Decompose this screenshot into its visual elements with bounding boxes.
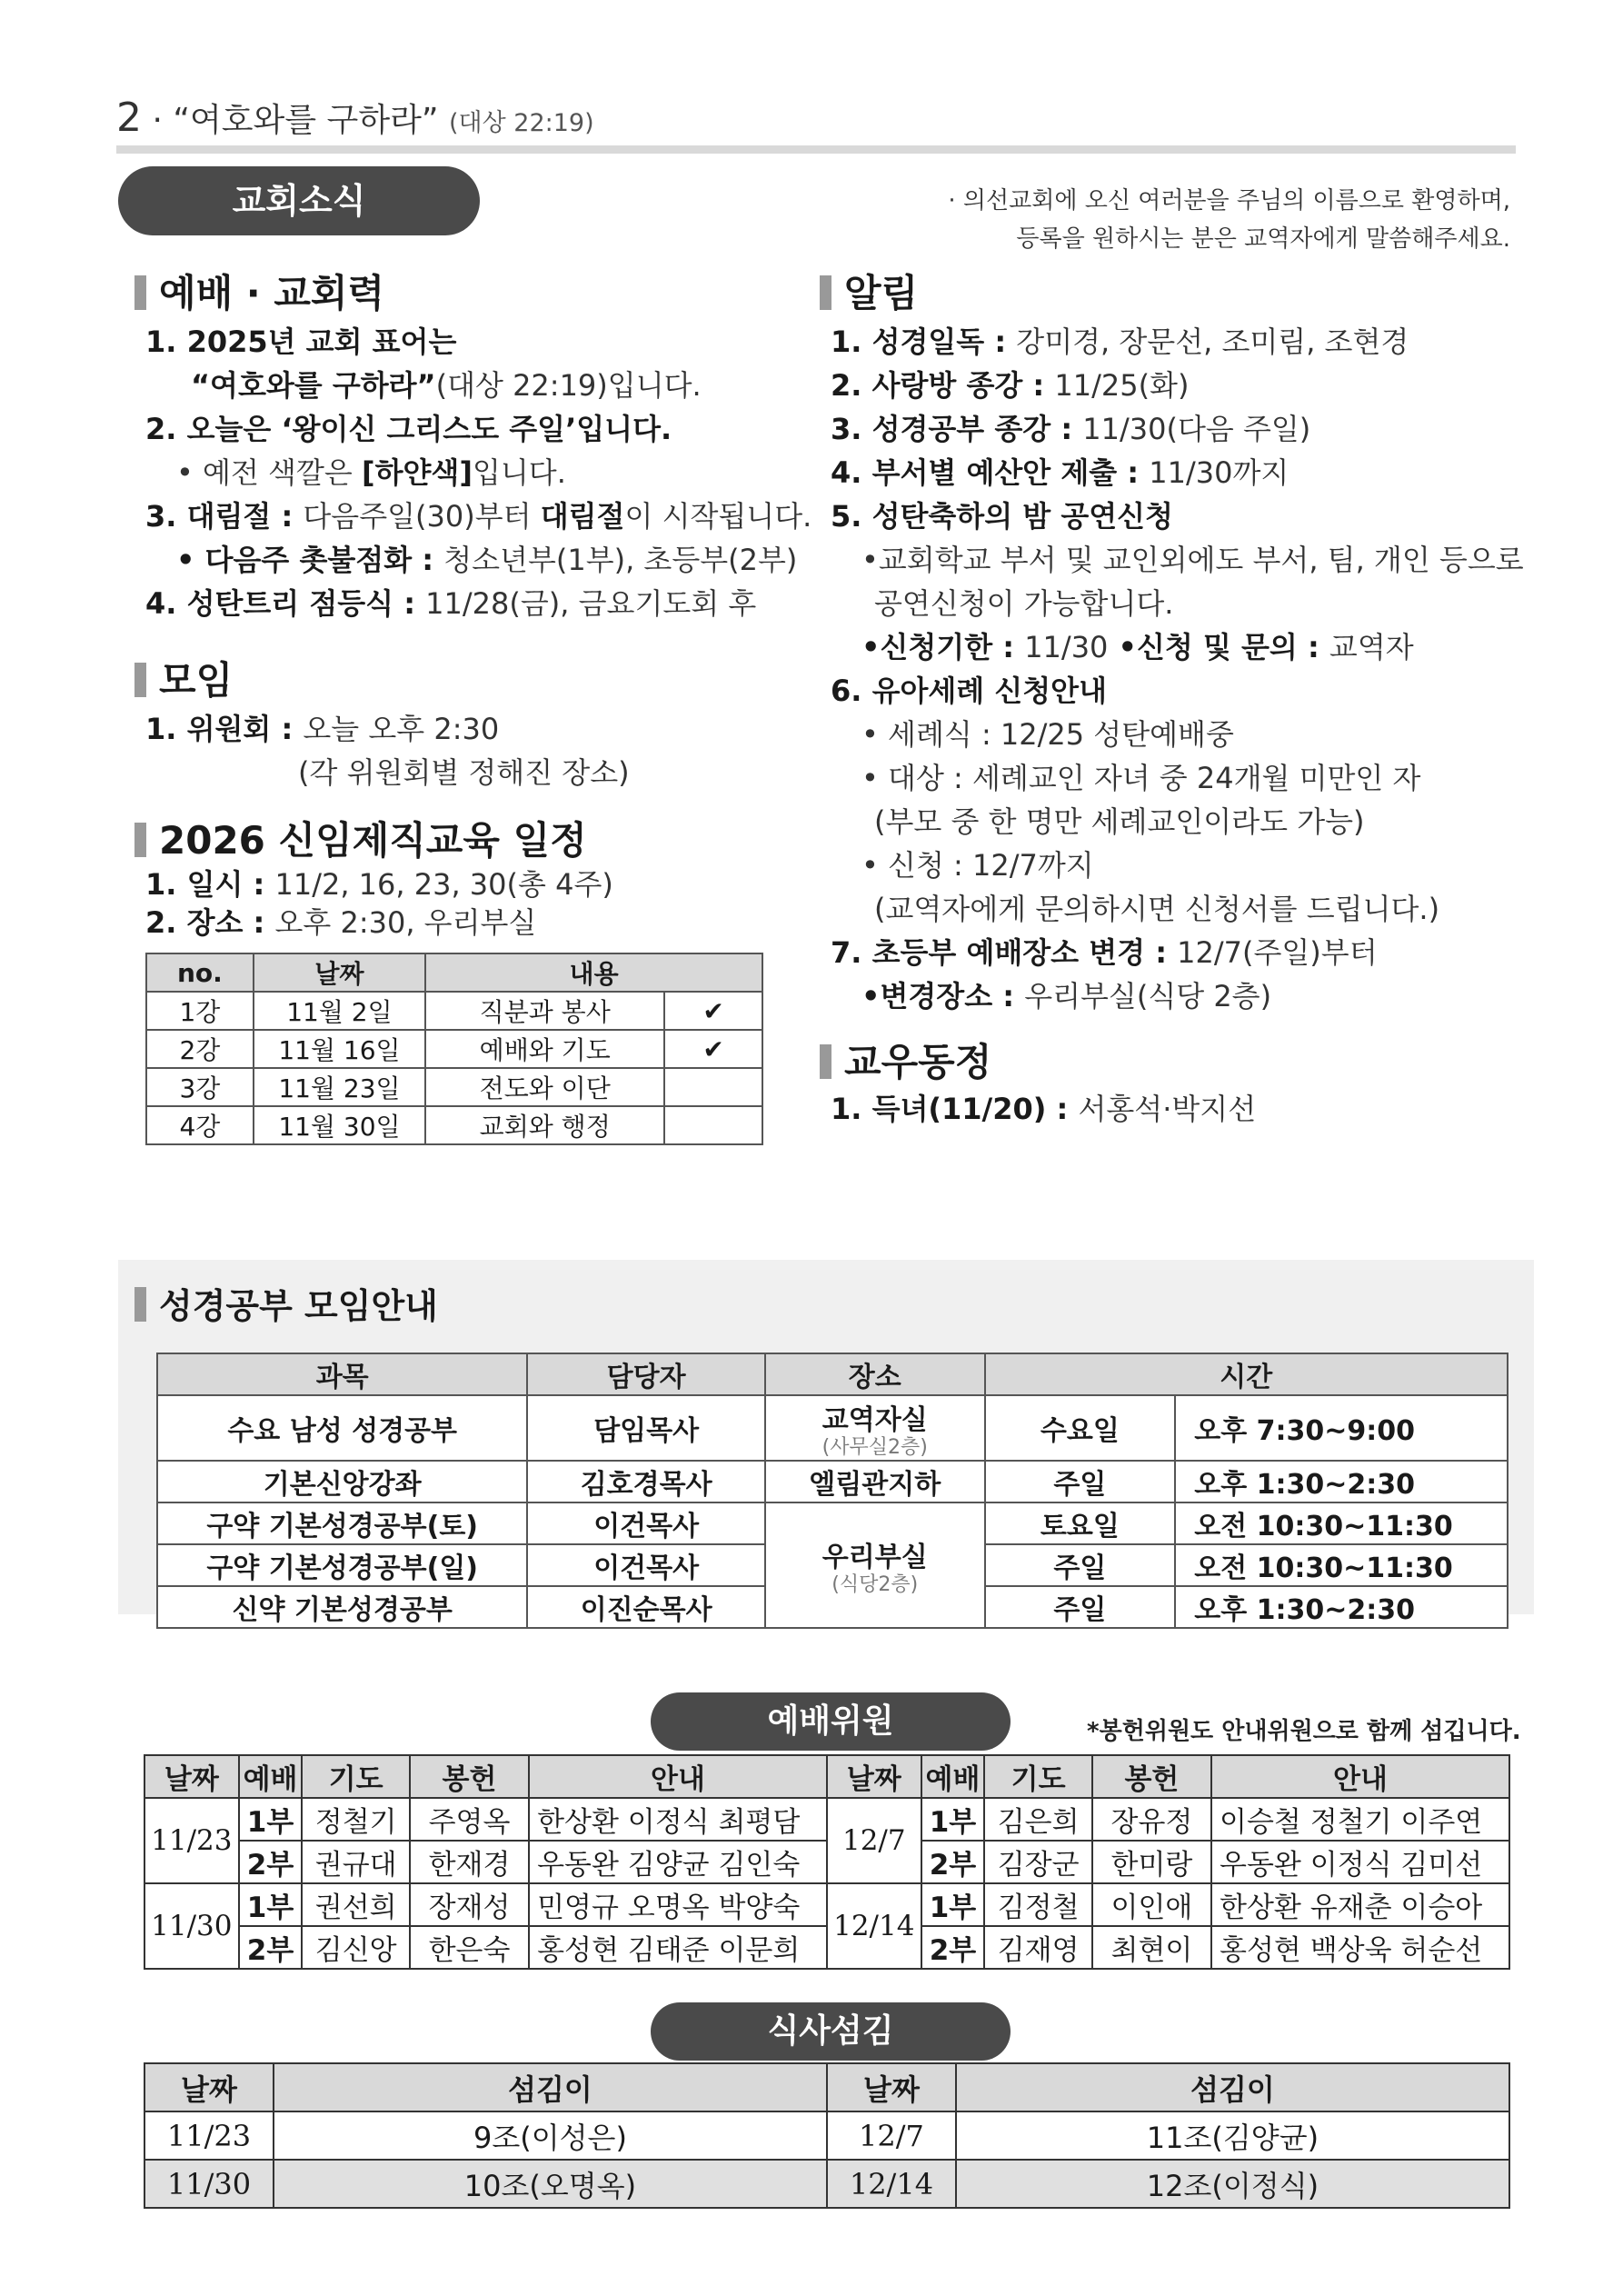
section-bar-icon — [820, 275, 831, 310]
cell-guide: 한상환 이정식 최평담 — [529, 1798, 827, 1841]
cell-date: 11/30 — [144, 2160, 274, 2208]
cell-server: 11조(김양균) — [956, 2111, 1509, 2160]
list-item: 2. 장소 : 오후 2:30, 우리부실 — [145, 905, 537, 940]
cell-subject: 기본신앙강좌 — [157, 1461, 527, 1502]
section-title: 알림 — [844, 271, 919, 315]
table-row — [146, 992, 762, 1030]
list-item: • 대상 : 세례교인 자녀 중 24개월 미만인 자 — [861, 761, 1421, 795]
cell-offering: 한은숙 — [410, 1926, 529, 1969]
section-meeting — [134, 651, 233, 705]
section-title: 모임 — [159, 658, 234, 703]
cell-prayer: 권규대 — [302, 1841, 409, 1883]
col-header-prayer: 기도 — [984, 1755, 1091, 1798]
cell-content: 전도와 이단 — [425, 1068, 664, 1106]
cell-service: 2부 — [239, 1926, 303, 1969]
col-header-date: 날짜 — [144, 1755, 239, 1798]
cell-content: 직분과 봉사 — [425, 992, 664, 1030]
cell-service: 2부 — [239, 1841, 303, 1883]
cell-day: 수요일 — [985, 1395, 1176, 1461]
table-header-row — [157, 1353, 1508, 1395]
header-divider — [116, 145, 1516, 154]
cell-day: 토요일 — [985, 1502, 1176, 1544]
cell-no: 2강 — [146, 1030, 254, 1068]
cell-place: 교역자실 (사무실2층) — [765, 1395, 985, 1461]
cell-prayer: 김장군 — [984, 1841, 1091, 1883]
list-item: 5. 성탄축하의 밤 공연신청 — [831, 499, 1173, 534]
table-row — [157, 1395, 1508, 1461]
worship-calendar-list — [145, 320, 812, 625]
cell-date: 11월 16일 — [254, 1030, 425, 1068]
cell-time: 오후 1:30~2:30 — [1175, 1586, 1508, 1628]
cell-prayer: 김신앙 — [302, 1926, 409, 1969]
cell-subject: 수요 남성 성경공부 — [157, 1395, 527, 1461]
cell-service: 1부 — [921, 1883, 985, 1926]
table-row — [144, 1798, 1509, 1841]
col-header-time: 시간 — [985, 1353, 1508, 1395]
section-fellowship — [820, 1033, 991, 1087]
worship-staff-note: *봉헌위원도 안내위원으로 함께 섬깁니다. — [1087, 1718, 1521, 1745]
section-bar-icon — [134, 1287, 146, 1322]
col-header-no: no. — [146, 953, 254, 992]
cell-offering: 최현이 — [1092, 1926, 1211, 1969]
meal-pill: 식사섬김 — [651, 2002, 1011, 2061]
cell-server: 12조(이정식) — [956, 2160, 1509, 2208]
table-row — [144, 2111, 1509, 2160]
list-item: 4. 성탄트리 점등식 : 11/28(금), 금요기도회 후 — [145, 586, 757, 621]
cell-place: 엘림관지하 — [765, 1461, 985, 1502]
col-header-service: 예배 — [921, 1755, 985, 1798]
header-separator: · — [142, 102, 174, 139]
cell-no: 1강 — [146, 992, 254, 1030]
list-item: • 예전 색깔은 [하얀색]입니다. — [176, 455, 566, 490]
cell-server: 9조(이성은) — [274, 2111, 827, 2160]
cell-offering: 한미랑 — [1092, 1841, 1211, 1883]
cell-place: 우리부실 (식당2층) — [765, 1502, 985, 1628]
cell-subject: 신약 기본성경공부 — [157, 1586, 527, 1628]
cell-prayer: 김정철 — [984, 1883, 1091, 1926]
section-title: 교우동정 — [844, 1040, 992, 1084]
cell-service: 2부 — [921, 1841, 985, 1883]
table-row — [157, 1502, 1508, 1544]
check-icon: ✔ — [664, 1030, 762, 1068]
news-pill: 교회소식 — [118, 166, 480, 235]
list-item: 1. 득녀(11/20) : 서홍석·박지선 — [831, 1092, 1257, 1126]
col-header-date: 날짜 — [827, 2063, 956, 2111]
section-bar-icon — [820, 1044, 831, 1079]
cell-time: 오전 10:30~11:30 — [1175, 1502, 1508, 1544]
cell-guide: 이승철 정철기 이주연 — [1211, 1798, 1509, 1841]
table-header-row — [144, 1755, 1509, 1798]
cell-service: 2부 — [921, 1926, 985, 1969]
meeting-list — [145, 707, 630, 794]
fellowship-list — [831, 1087, 1256, 1131]
cell-leader: 김호경목사 — [527, 1461, 765, 1502]
header-motto-ref: (대상 22:19) — [448, 109, 594, 137]
new-staff-info — [145, 865, 613, 942]
list-item: •교회학교 부서 및 교인외에도 부서, 팀, 개인 등으로 — [861, 543, 1524, 577]
table-header-row — [146, 953, 762, 992]
cell-date: 11/23 — [144, 1798, 239, 1883]
list-item: (교역자에게 문의하시면 신청서를 드립니다.) — [874, 892, 1440, 926]
col-header-guide: 안내 — [529, 1755, 827, 1798]
cell-time: 오전 10:30~11:30 — [1175, 1544, 1508, 1586]
cell-offering: 이인애 — [1092, 1883, 1211, 1926]
list-item: 공연신청이 가능합니다. — [874, 586, 1174, 621]
cell-day: 주일 — [985, 1544, 1176, 1586]
list-item: 2. 오늘은 ‘왕이신 그리스도 주일’입니다. — [145, 412, 672, 446]
bible-study-table — [156, 1353, 1508, 1629]
cell-subject: 구약 기본성경공부(일) — [157, 1544, 527, 1586]
section-notice — [820, 264, 918, 318]
table-row — [146, 1030, 762, 1068]
cell-prayer: 권선희 — [302, 1883, 409, 1926]
col-header-date: 날짜 — [827, 1755, 921, 1798]
col-header-subject: 과목 — [157, 1353, 527, 1395]
section-title: 2026 신임제직교육 일정 — [159, 818, 587, 863]
list-item: 7. 초등부 예배장소 변경 : 12/7(주일)부터 — [831, 935, 1378, 970]
cell-guide: 우동완 이정식 김미선 — [1211, 1841, 1509, 1883]
cell-day: 주일 — [985, 1586, 1176, 1628]
cell-date: 11월 30일 — [254, 1106, 425, 1144]
worship-staff-table — [144, 1754, 1510, 1970]
check-cell — [664, 1068, 762, 1106]
cell-content: 예배와 기도 — [425, 1030, 664, 1068]
section-bar-icon — [134, 823, 146, 857]
cell-date: 12/7 — [827, 1798, 921, 1883]
cell-offering: 장유정 — [1092, 1798, 1211, 1841]
cell-date: 12/14 — [827, 2160, 956, 2208]
cell-leader: 담임목사 — [527, 1395, 765, 1461]
cell-date: 11월 23일 — [254, 1068, 425, 1106]
table-row — [144, 1883, 1509, 1926]
table-header-row — [144, 2063, 1509, 2111]
list-item: • 세례식 : 12/25 성탄예배중 — [861, 717, 1234, 752]
col-header-content: 내용 — [425, 953, 762, 992]
new-staff-table — [145, 953, 763, 1145]
list-item: 2. 사랑방 종강 : 11/25(화) — [831, 368, 1190, 403]
cell-date: 12/14 — [827, 1883, 921, 1969]
cell-leader: 이건목사 — [527, 1502, 765, 1544]
table-row — [144, 2160, 1509, 2208]
cell-offering: 한재경 — [410, 1841, 529, 1883]
cell-leader: 이진순목사 — [527, 1586, 765, 1628]
list-item: •신청기한 : 11/30 •신청 및 문의 : 교역자 — [861, 630, 1414, 664]
table-row — [157, 1461, 1508, 1502]
list-item: •변경장소 : 우리부실(식당 2층) — [861, 979, 1272, 1013]
cell-prayer: 김재영 — [984, 1926, 1091, 1969]
cell-service: 1부 — [239, 1798, 303, 1841]
section-worship-calendar — [134, 264, 384, 318]
list-item: • 다음주 촛불점화 : 청소년부(1부), 초등부(2부) — [176, 543, 798, 577]
col-header-leader: 담당자 — [527, 1353, 765, 1395]
col-header-date: 날짜 — [144, 2063, 274, 2111]
notice-list — [831, 320, 1524, 1018]
check-icon: ✔ — [664, 992, 762, 1030]
col-header-server: 섬김이 — [956, 2063, 1509, 2111]
cell-guide: 민영규 오명옥 박양숙 — [529, 1883, 827, 1926]
section-new-staff — [134, 811, 587, 865]
cell-date: 12/7 — [827, 2111, 956, 2160]
list-item: 3. 성경공부 종강 : 11/30(다음 주일) — [831, 412, 1311, 446]
col-header-date: 날짜 — [254, 953, 425, 992]
col-header-server: 섬김이 — [274, 2063, 827, 2111]
cell-date: 11/23 — [144, 2111, 274, 2160]
col-header-guide: 안내 — [1211, 1755, 1509, 1798]
section-title: 예배 · 교회력 — [159, 271, 385, 315]
list-item: (각 위원회별 정해진 장소) — [298, 755, 630, 790]
cell-prayer: 김은희 — [984, 1798, 1091, 1841]
cell-date: 11/30 — [144, 1883, 239, 1969]
cell-subject: 구약 기본성경공부(토) — [157, 1502, 527, 1544]
table-row — [146, 1068, 762, 1106]
col-header-offering: 봉헌 — [1092, 1755, 1211, 1798]
col-header-offering: 봉헌 — [410, 1755, 529, 1798]
section-title: 성경공부 모임안내 — [159, 1286, 438, 1326]
list-item: (부모 중 한 명만 세례교인이라도 가능) — [874, 804, 1365, 839]
list-item: 1. 성경일독 : 강미경, 장문선, 조미림, 조현경 — [831, 324, 1409, 359]
cell-no: 4강 — [146, 1106, 254, 1144]
cell-guide: 홍성현 김태준 이문희 — [529, 1926, 827, 1969]
welcome-note — [872, 182, 1510, 258]
page-number: 2 — [116, 95, 142, 141]
check-cell — [664, 1106, 762, 1144]
cell-leader: 이건목사 — [527, 1544, 765, 1586]
cell-service: 1부 — [239, 1883, 303, 1926]
col-header-service: 예배 — [239, 1755, 303, 1798]
list-item: 1. 2025년 교회 표어는 — [145, 324, 457, 359]
cell-date: 11월 2일 — [254, 992, 425, 1030]
list-item: • 신청 : 12/7까지 — [861, 848, 1094, 883]
list-item: 1. 위원회 : 오늘 오후 2:30 — [145, 712, 500, 746]
cell-no: 3강 — [146, 1068, 254, 1106]
cell-service: 1부 — [921, 1798, 985, 1841]
header-motto: “여호와를 구하라” — [173, 102, 439, 139]
cell-prayer: 정철기 — [302, 1798, 409, 1841]
list-item: “여호와를 구하라”(대상 22:19)입니다. — [191, 368, 702, 403]
welcome-line-1: · 의선교회에 오신 여러분을 주님의 이름으로 환영하며, — [948, 187, 1510, 215]
meal-table — [144, 2062, 1510, 2209]
cell-guide: 우동완 김양균 김인숙 — [529, 1841, 827, 1883]
cell-guide: 한상환 유재춘 이승아 — [1211, 1883, 1509, 1926]
cell-time: 오후 1:30~2:30 — [1175, 1461, 1508, 1502]
cell-offering: 주영옥 — [410, 1798, 529, 1841]
page-header — [116, 95, 594, 141]
list-item: 3. 대림절 : 다음주일(30)부터 대림절이 시작됩니다. — [145, 499, 812, 534]
list-item: 1. 일시 : 11/2, 16, 23, 30(총 4주) — [145, 867, 613, 902]
cell-guide: 홍성현 백상욱 허순선 — [1211, 1926, 1509, 1969]
list-item: 4. 부서별 예산안 제출 : 11/30까지 — [831, 455, 1289, 490]
welcome-line-2: 등록을 원하시는 분은 교역자에게 말씀해주세요. — [1016, 225, 1510, 253]
worship-staff-pill: 예배위원 — [651, 1692, 1011, 1751]
cell-content: 교회와 행정 — [425, 1106, 664, 1144]
section-bar-icon — [134, 663, 146, 697]
cell-server: 10조(오명옥) — [274, 2160, 827, 2208]
section-bible-study — [134, 1278, 438, 1328]
col-header-prayer: 기도 — [302, 1755, 409, 1798]
col-header-place: 장소 — [765, 1353, 985, 1395]
table-row — [146, 1106, 762, 1144]
section-bar-icon — [134, 275, 146, 310]
cell-day: 주일 — [985, 1461, 1176, 1502]
list-item: 6. 유아세례 신청안내 — [831, 674, 1107, 708]
cell-time: 오후 7:30~9:00 — [1175, 1395, 1508, 1461]
cell-offering: 장재성 — [410, 1883, 529, 1926]
